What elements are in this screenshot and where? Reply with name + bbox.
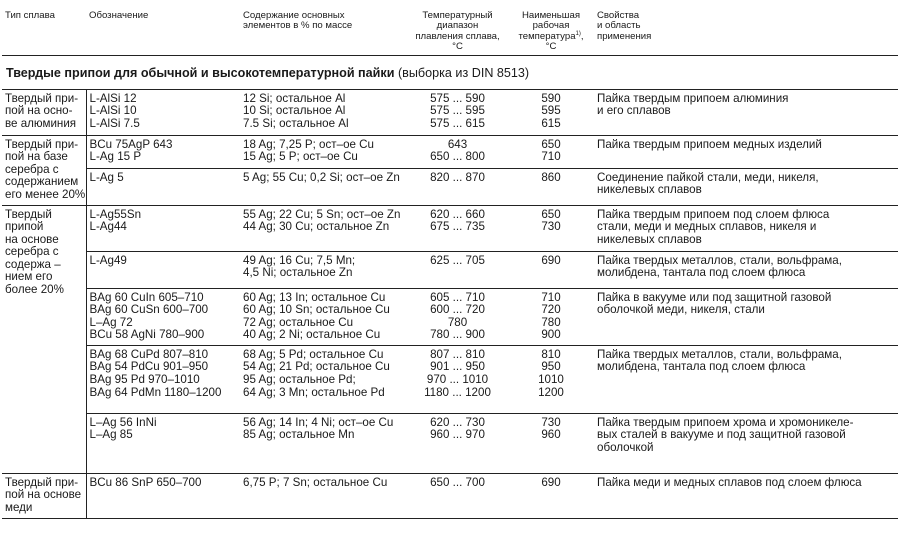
content-cell: 18 Ag; 7,25 P; ост–ое Cu 15 Ag; 5 P; ост–ое Cu	[240, 135, 407, 168]
designation-cell: BCu 75AgP 643 L-Ag 15 P	[86, 135, 240, 168]
designation-cell: L-AlSi 12 L-AlSi 10 L-AlSi 7.5	[86, 89, 240, 135]
properties-cell: Пайка твердых металлов, стали, вольфрама, молибдена, тантала под слоем флюса	[594, 345, 898, 413]
section-title-row	[2, 55, 898, 89]
min-temp-cell: 860	[508, 168, 594, 205]
designation-cell: BAg 60 CuIn 605–710 BAg 60 CuSn 600–700 L–Ag 72 BCu 58 AgNi 780–900	[86, 288, 240, 345]
properties-cell: Пайка твердых металлов, стали, вольфрама, молибдена, тантала под слоем флюса	[594, 251, 898, 288]
alloy-type-cell: Твердый при- пой на основе меди	[2, 473, 86, 518]
min-temp-cell: 810 950 1010 1200	[508, 345, 594, 413]
properties-cell: Пайка твердым припоем хрома и хромоникеле- вых сталей в вакууме и под защитной газовой оболочкой	[594, 413, 898, 473]
header-designation: Обозначение	[86, 2, 240, 55]
table-row	[2, 135, 898, 168]
table-row	[2, 345, 898, 413]
melting-range-cell: 575 ... 590 575 ... 595 575 ... 615	[407, 89, 508, 135]
melting-range-cell: 820 ... 870	[407, 168, 508, 205]
melting-range-cell: 650 ... 700	[407, 473, 508, 518]
designation-cell: BAg 68 CuPd 807–810 BAg 54 PdCu 901–950 BAg 95 Pd 970–1010 BAg 64 PdMn 1180–1200	[86, 345, 240, 413]
min-temp-cell: 690	[508, 251, 594, 288]
table-row	[2, 413, 898, 473]
table-row	[2, 288, 898, 345]
min-temp-cell: 590 595 615	[508, 89, 594, 135]
content-cell: 5 Ag; 55 Cu; 0,2 Si; ост–ое Zn	[240, 168, 407, 205]
content-cell: 68 Ag; 5 Pd; остальное Cu 54 Ag; 21 Pd; остальное Cu 95 Ag; остальное Pd; 64 Ag; 3 Mn; остальное Pd	[240, 345, 407, 413]
melting-range-cell: 620 ... 660 675 ... 735	[407, 205, 508, 251]
content-cell: 56 Ag; 14 In; 4 Ni; ост–ое Cu 85 Ag; остальное Mn	[240, 413, 407, 473]
melting-range-cell: 625 ... 705	[407, 251, 508, 288]
content-cell: 60 Ag; 13 In; остальное Cu 60 Ag; 10 Sn; остальное Cu 72 Ag; остальное Cu 40 Ag; 2 Ni; остальное Cu	[240, 288, 407, 345]
melting-range-cell: 620 ... 730 960 ... 970	[407, 413, 508, 473]
properties-cell: Пайка твердым припоем алюминия и его сплавов	[594, 89, 898, 135]
designation-cell: L-Ag55Sn L-Ag44	[86, 205, 240, 251]
content-cell: 6,75 P; 7 Sn; остальное Cu	[240, 473, 407, 518]
min-temp-cell: 650 730	[508, 205, 594, 251]
header-properties: Свойства и область применения	[594, 2, 898, 55]
table-row	[2, 205, 898, 251]
properties-cell: Пайка твердым припоем под слоем флюса стали, меди и медных сплавов, никеля и никелевых сплавов	[594, 205, 898, 251]
alloy-type-cell: Твердый припой на основе серебра с содержа – нием его более 20%	[2, 205, 86, 473]
properties-cell: Соединение пайкой стали, меди, никеля, никелевых сплавов	[594, 168, 898, 205]
header-content: Содержание основных элементов в % по массе	[240, 2, 407, 55]
header-row	[2, 2, 898, 55]
properties-cell: Пайка в вакууме или под защитной газовой оболочкой меди, никеля, стали	[594, 288, 898, 345]
designation-cell: L-Ag49	[86, 251, 240, 288]
content-cell: 12 Si; остальное Al 10 Si; остальное Al 7.5 Si; остальное Al	[240, 89, 407, 135]
melting-range-cell: 643 650 ... 800	[407, 135, 508, 168]
min-temp-cell: 650 710	[508, 135, 594, 168]
designation-cell: L–Ag 56 InNi L–Ag 85	[86, 413, 240, 473]
designation-cell: L-Ag 5	[86, 168, 240, 205]
melting-range-cell: 605 ... 710 600 ... 720 780 780 ... 900	[407, 288, 508, 345]
header-temp-range: Температурный диапазон плавления сплава, °C	[407, 2, 508, 55]
table-row	[2, 473, 898, 518]
brazing-alloys-table	[2, 2, 898, 519]
min-temp-cell: 730 960	[508, 413, 594, 473]
min-temp-cell: 710 720 780 900	[508, 288, 594, 345]
content-cell: 55 Ag; 22 Cu; 5 Sn; ост–ое Zn 44 Ag; 30 Cu; остальное Zn	[240, 205, 407, 251]
properties-cell: Пайка твердым припоем медных изделий	[594, 135, 898, 168]
table-row	[2, 168, 898, 205]
designation-cell: BCu 86 SnP 650–700	[86, 473, 240, 518]
header-type: Тип сплава	[2, 2, 86, 55]
melting-range-cell: 807 ... 810 901 ... 950 970 ... 1010 1180 ... 1200	[407, 345, 508, 413]
header-min-temp: Наименьшая рабочая температура$^{1)}$, °C	[508, 2, 594, 55]
alloy-type-cell: Твердый при- пой на базе серебра с содержанием его менее 20%	[2, 135, 86, 205]
min-temp-cell: 690	[508, 473, 594, 518]
alloy-type-cell: Твердый при- пой на осно- ве алюминия	[2, 89, 86, 135]
footnote-mark: 1)	[575, 30, 581, 37]
table-row	[2, 89, 898, 135]
section-title: Твердые припои для обычной и высокотемпературной пайки (выборка из DIN 8513)	[2, 55, 898, 89]
table-row	[2, 251, 898, 288]
properties-cell: Пайка меди и медных сплавов под слоем флюса	[594, 473, 898, 518]
content-cell: 49 Ag; 16 Cu; 7,5 Mn; 4,5 Ni; остальное Zn	[240, 251, 407, 288]
